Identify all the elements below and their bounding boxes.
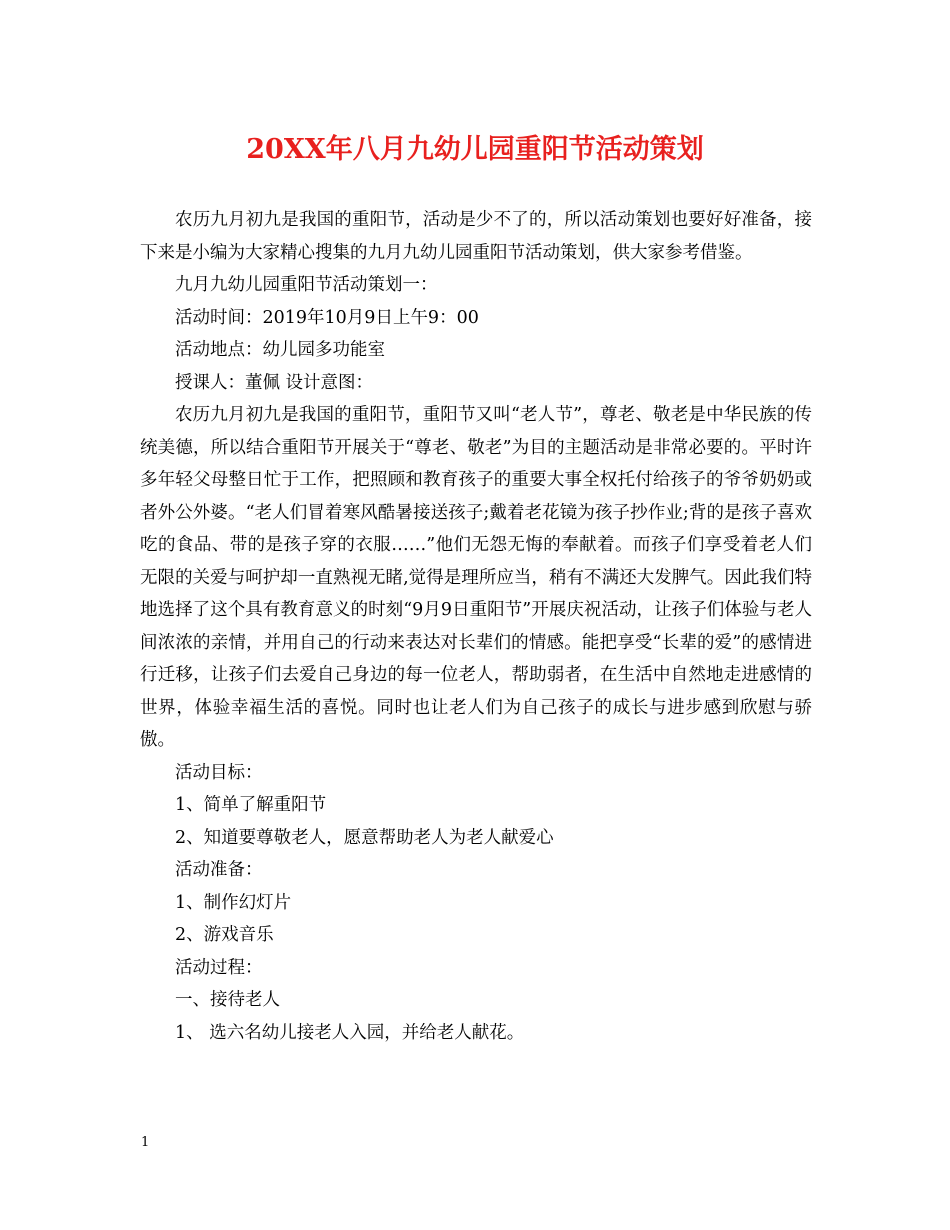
preparation-heading: 活动准备： (175, 860, 263, 880)
intro-paragraph: 农历九月初九是我国的重阳节，活动是少不了的，所以活动策划也要好好准备，接下来是小编为大家精心搜集的九月九幼儿园重阳节活动策划，供大家参考借鉴。 (140, 210, 812, 263)
goal-item: 2、知道要尊敬老人，愿意帮助老人为老人献爱心 (175, 827, 554, 848)
preparation-item: 1、制作幻灯片 (175, 892, 292, 913)
process-step: 1、 选六名幼儿接老人入园，并给老人献花。 (175, 1022, 525, 1043)
document-title: 20XX年八月九幼儿园重阳节活动策划 (246, 134, 704, 165)
activity-location: 活动地点：幼儿园多功能室 (175, 340, 385, 360)
process-heading: 活动过程： (175, 957, 263, 978)
goals-heading: 活动目标： (175, 762, 263, 783)
activity-time: 活动时间：2019年10月9日上午9：00 (175, 307, 479, 328)
goal-item: 1、简单了解重阳节 (175, 795, 327, 815)
document-body (140, 204, 812, 1049)
design-intent-paragraph: 农历九月初九是我国的重阳节，重阳节又叫“老人节”，尊老、敬老是中华民族的传统美德，所以结合重阳节开展关于“尊老、敬老”为目的主题活动是非常必要的。平时许多年轻父母整日忙于工作，把照顾和教育孩子的重要大事全权托付给孩子的爷爷奶奶或者外公外婆。“老人们冒着寒风酷暑接送孩子;戴着老花镜为孩子抄作业;背的是孩子喜欢吃的食品、带的是孩子穿的衣服……”他们无怨无悔的奉献着。而孩子们享受着老人们无限的关爱与呵护却一直熟视无睹,觉得是理所应当，稍有不满还大发脾气。因此我们特地选择了这个具有教育意义的时刻“9月9日重阳节”开展庆祝活动，让孩子们体验与老人间浓浓的亲情，并用自己的行动来表达对长辈们的情感。能把享受“长辈的爱”的感情进行迁移，让孩子们去爱自己身边的每一位老人，帮助弱者，在生活中自然地走进感情的世界，体验幸福生活的喜悦。同时也让老人们为自己孩子的成长与进步感到欣慰与骄傲。 (140, 405, 812, 750)
section-heading: 九月九幼儿园重阳节活动策划一： (175, 275, 438, 295)
process-subheading: 一、接待老人 (175, 990, 280, 1010)
teacher-line: 授课人：董佩 设计意图： (175, 372, 374, 393)
preparation-item: 2、游戏音乐 (175, 925, 274, 945)
page-number: 1 (141, 1135, 150, 1150)
